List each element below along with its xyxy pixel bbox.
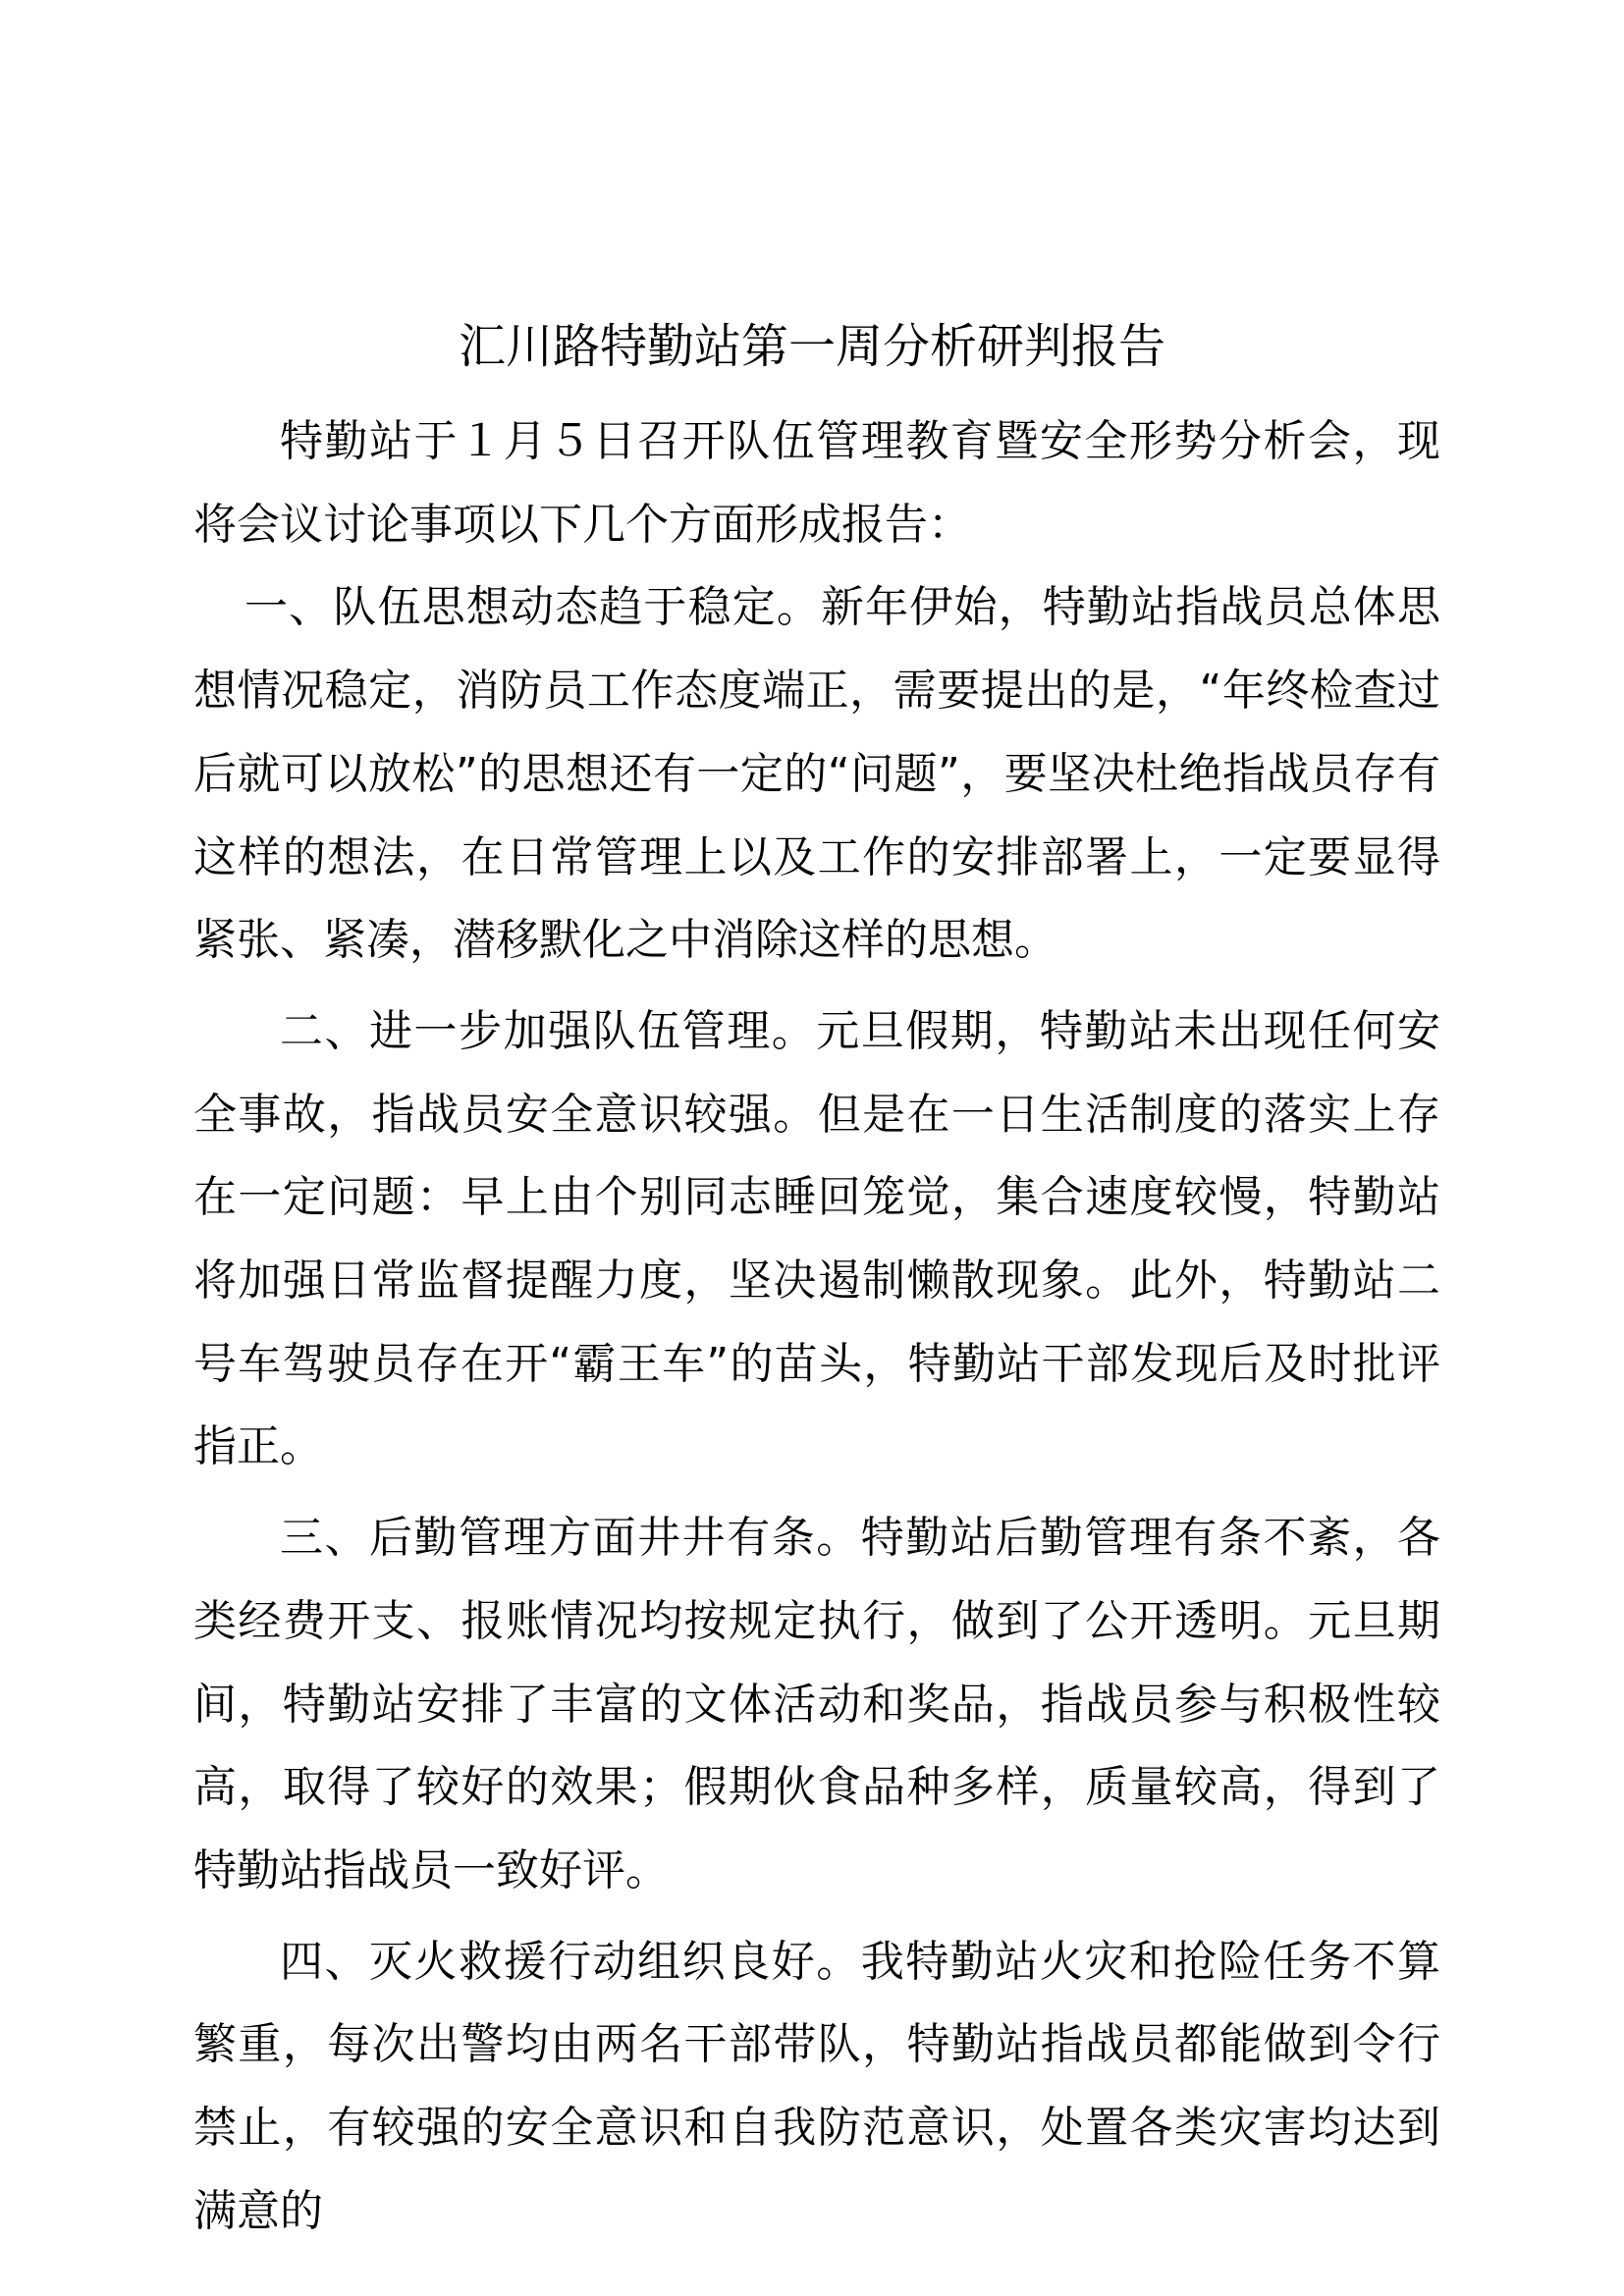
paragraph-section-2: 二、进一步加强队伍管理。元旦假期，特勤站未出现任何安全事故，指战员安全意识较强。但是在一日生活制度的落实上存在一定问题：早上由个别同志睡回笼觉，集合速度较慢，特勤站将加强日常监督提醒力度，坚决遏制懒散现象。此外，特勤站二号车驾驶员存在开“霸王车”的苗头，特勤站干部发现后及时批评指正。 xyxy=(193,1005,1440,1472)
document-title: 汇川路特勤站第一周分析研判报告 xyxy=(458,319,1165,374)
document-body xyxy=(193,400,1440,2253)
paragraph-section-4: 四、灭火救援行动组织良好。我特勤站火灾和抢险任务不算繁重，每次出警均由两名干部带队，特勤站指战员都能做到令行禁止，有较强的安全意识和自我防范意识，处置各类灾害均达到满意的 xyxy=(193,1936,1440,2236)
paragraph-intro: 特勤站于１月５日召开队伍管理教育暨安全形势分析会，现将会议讨论事项以下几个方面形成报告： xyxy=(193,416,1440,550)
paragraph-section-3: 三、后勤管理方面井井有条。特勤站后勤管理有条不紊，各类经费开支、报账情况均按规定执行，做到了公开透明。元旦期间，特勤站安排了丰富的文体活动和奖品，指战员参与积极性较高，取得了较好的效果；假期伙食品种多样，质量较高，得到了特勤站指战员一致好评。 xyxy=(193,1513,1440,1896)
paragraph-section-1: 一、队伍思想动态趋于稳定。新年伊始，特勤站指战员总体思想情况稳定，消防员工作态度端正，需要提出的是，“年终检查过后就可以放松”的思想还有一定的“问题”，要坚决杜绝指战员存有这样的想法，在日常管理上以及工作的安排部署上，一定要显得紧张、紧凑，潜移默化之中消除这样的思想。 xyxy=(193,582,1440,966)
